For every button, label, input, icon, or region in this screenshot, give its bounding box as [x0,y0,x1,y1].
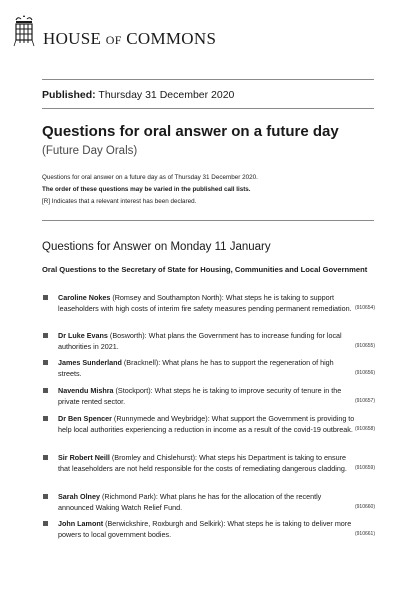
bullet-icon [43,494,48,499]
divider-intro [42,220,374,221]
intro-text [42,172,372,208]
question-item [58,518,375,540]
question-item [58,292,375,314]
bullet-icon [43,416,48,421]
question-ref: (910661) [354,531,375,537]
bullet-icon [43,333,48,338]
published-line [42,89,234,101]
department-heading: Oral Questions to the Secretary of State for Housing, Communities and Local Government [42,265,368,274]
intro-line-3: [R] Indicates that a relevant interest has been declared. [42,198,197,205]
question-ref: (910655) [354,343,375,349]
question-ref: (910656) [354,370,375,376]
question-ref: (910657) [354,398,375,404]
question-ref: (910660) [354,504,375,510]
bullet-icon [43,455,48,460]
bullet-icon [43,521,48,526]
portcullis-logo-icon [13,13,35,47]
question-item [58,491,375,513]
question-text: (Bracknell): What plans he has to support the regeneration of high streets. [58,358,334,378]
question-member: Dr Luke Evans [58,331,108,340]
intro-line-1: Questions for oral answer on a future day as of Thursday 31 December 2020. [42,174,258,181]
page-subtitle: (Future Day Orals) [42,145,138,157]
brand-house: HOUSE [43,29,102,48]
divider-published [42,108,374,109]
question-text: (Romsey and Southampton North): What steps he is taking to support leaseholders with high costs of interim fire safety measures pending permanent remediation. [58,293,352,313]
intro-line-2: The order of these questions may be varied in the published call lists. [42,186,251,193]
question-member: Sarah Olney [58,492,100,501]
question-item [58,385,375,407]
question-member: Navendu Mishra [58,386,114,395]
question-member: Caroline Nokes [58,293,111,302]
question-text: (Berwickshire, Roxburgh and Selkirk): What steps he is taking to deliver more powers to local government bodies. [58,519,352,539]
published-label: Published: [42,89,96,101]
question-item [58,413,375,435]
bullet-icon [43,388,48,393]
question-text: (Stockport): What steps he is taking to improve security of tenure in the private rented sector. [58,386,342,406]
section-title: Questions for Answer on Monday 11 January [42,241,271,253]
published-date: Thursday 31 December 2020 [98,89,235,101]
brand-wordmark [43,29,216,49]
question-text: (Runnymede and Weybridge): What support the Government is providing to help local authorities experiencing a reduction in income as a result of the covid-19 outbreak. [58,414,355,434]
question-ref: (910658) [354,426,375,432]
divider-top [42,79,374,80]
page-title: Questions for oral answer on a future day [42,123,339,140]
brand-of: OF [105,33,122,47]
page-header [13,13,373,51]
question-member: Dr Ben Spencer [58,414,112,423]
question-item [58,452,375,474]
question-text: (Richmond Park): What plans he has for the allocation of the recently announced Waking Watch Relief Fund. [58,492,322,512]
brand-commons: COMMONS [126,29,217,48]
question-member: Sir Robert Neill [58,453,110,462]
bullet-icon [43,295,48,300]
question-ref: (910654) [354,305,375,311]
question-member: John Lamont [58,519,104,528]
question-item [58,330,375,352]
question-ref: (910659) [354,465,375,471]
question-text: (Bromley and Chislehurst): What steps his Department is taking to ensure that leaseholders are not held responsible for the costs of remediating dangerous cladding. [58,453,347,473]
question-item [58,357,375,379]
question-member: James Sunderland [58,358,122,367]
bullet-icon [43,360,48,365]
question-text: (Bosworth): What plans the Government has to increase funding for local authorities in 2021. [58,331,342,351]
